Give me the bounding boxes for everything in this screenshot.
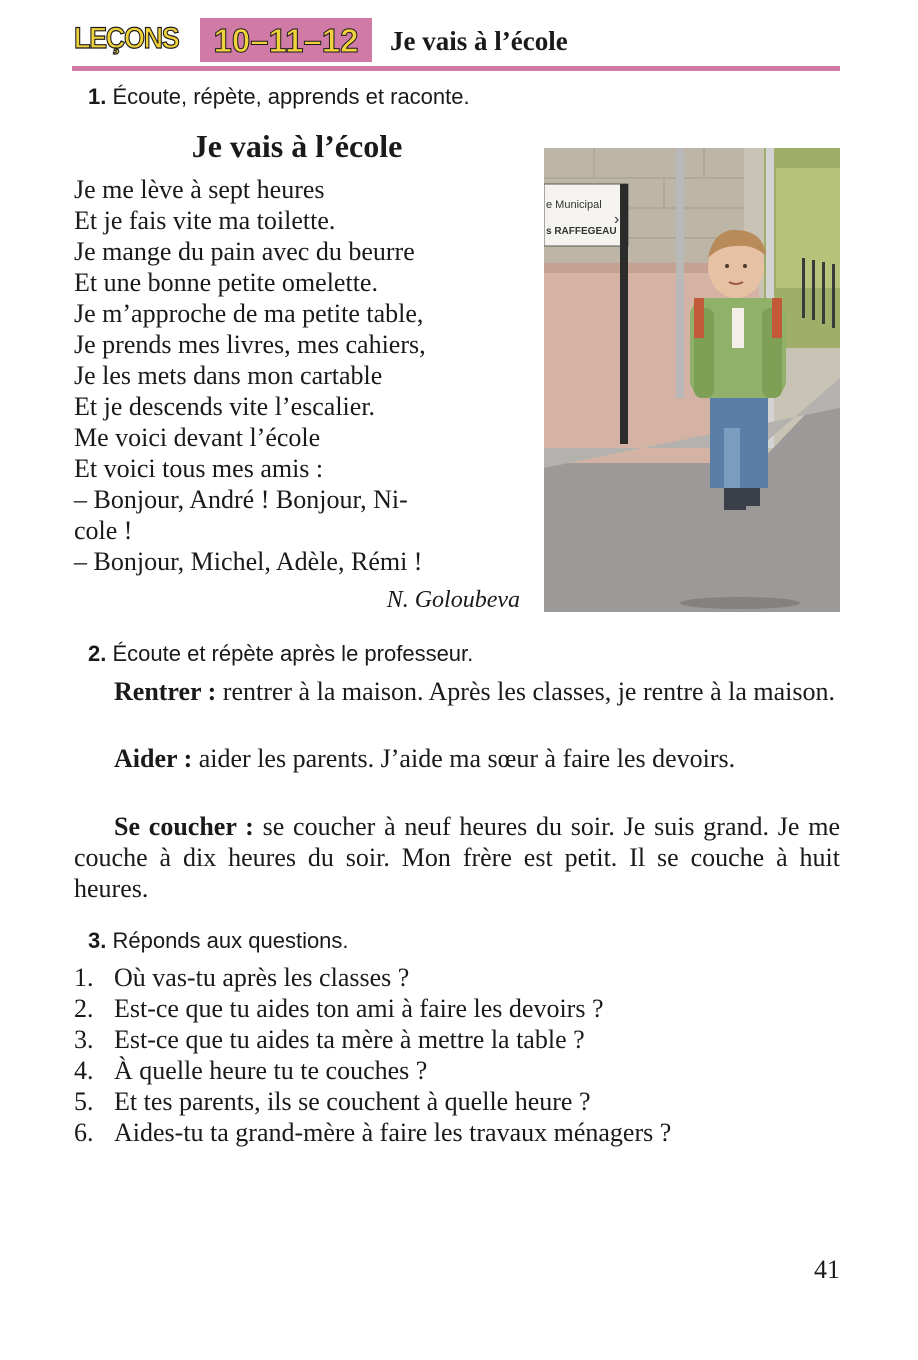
page-number: 41 — [814, 1255, 840, 1284]
question-number: 4. — [74, 1056, 94, 1085]
question-item — [74, 1117, 844, 1148]
poem-line: Et je descends vite l’escalier. — [74, 392, 376, 421]
question-text: Et tes parents, ils se couchent à quelle heure ? — [114, 1087, 591, 1116]
sign-text-line: e Municipal — [546, 199, 602, 211]
exercise-number: 2. — [88, 641, 107, 666]
poem-line: Je prends mes livres, mes cahiers, — [74, 330, 426, 359]
question-text: Où vas-tu après les classes ? — [114, 963, 410, 992]
child-walking-photo — [544, 148, 840, 612]
lesson-title: Je vais à l’école — [390, 26, 568, 56]
vocabulary-term: Aider : — [114, 744, 193, 773]
poem-line: Et voici tous mes amis : — [74, 454, 324, 483]
question-text: Est-ce que tu aides ta mère à mettre la table ? — [114, 1025, 585, 1054]
poem-line: cole ! — [74, 516, 133, 545]
exercise-2-instruction — [88, 641, 473, 667]
lessons-label: LEÇONS — [74, 22, 179, 55]
poem-line: Et une bonne petite omelette. — [74, 268, 378, 297]
vocabulary-example: se coucher à neuf heures du soir. Je suis grand. Je me couche à dix heures du soir. Mon frère est petit. Il se couche à huit heures. — [74, 812, 840, 903]
exercise-1-instruction — [88, 84, 470, 110]
question-number: 6. — [74, 1118, 94, 1147]
question-item — [74, 962, 844, 993]
question-item — [74, 1055, 844, 1086]
poem-text — [74, 174, 522, 577]
question-number: 2. — [74, 994, 94, 1023]
poem-line: Je mange du pain avec du beurre — [74, 237, 415, 266]
exercise-number: 3. — [88, 928, 107, 953]
vocabulary-term: Rentrer : — [114, 677, 217, 706]
poem-line: Je m’approche de ma petite table, — [74, 299, 424, 328]
vocabulary-term: Se coucher : — [114, 812, 254, 841]
instruction-text: Écoute, répète, apprends et raconte. — [112, 84, 470, 109]
question-text: Est-ce que tu aides ton ami à faire les devoirs ? — [114, 994, 604, 1023]
poem-author: N. Goloubeva — [386, 587, 520, 613]
instruction-text: Écoute et répète après le professeur. — [112, 641, 474, 666]
poem-line: Et je fais vite ma toilette. — [74, 206, 336, 235]
lesson-header — [72, 16, 840, 64]
question-text: Aides-tu ta grand-mère à faire les travaux ménagers ? — [114, 1118, 672, 1147]
poem-title: Je vais à l’école — [191, 128, 403, 164]
vocabulary-entry — [74, 811, 840, 904]
question-item — [74, 993, 844, 1024]
vocabulary-example: aider les parents. J’aide ma sœur à faire les devoirs. — [192, 744, 736, 773]
question-list — [74, 962, 844, 1148]
svg-text:›: › — [614, 211, 620, 228]
question-text: À quelle heure tu te couches ? — [114, 1056, 428, 1085]
vocabulary-entry — [74, 743, 840, 774]
sign-text-line: s RAFFEGEAU — [546, 226, 617, 237]
poem-line: Je me lève à sept heures — [74, 175, 325, 204]
header-divider — [72, 66, 840, 71]
question-number: 5. — [74, 1087, 94, 1116]
poem-line: Je les mets dans mon cartable — [74, 361, 383, 390]
question-item — [74, 1086, 844, 1117]
poem-line: – Bonjour, Michel, Adèle, Rémi ! — [74, 547, 423, 576]
question-number: 3. — [74, 1025, 94, 1054]
vocabulary-example: rentrer à la maison. Après les classes, je rentre à la maison. — [216, 677, 835, 706]
exercise-number: 1. — [88, 84, 107, 109]
question-number: 1. — [74, 963, 94, 992]
vocabulary-entry — [74, 676, 840, 707]
lesson-numbers-badge: 10–11–12 — [200, 18, 372, 62]
question-item — [74, 1024, 844, 1055]
poem-line: Me voici devant l’école — [74, 423, 321, 452]
instruction-text: Réponds aux questions. — [112, 928, 349, 953]
exercise-3-instruction — [88, 928, 349, 954]
poem-line: – Bonjour, André ! Bonjour, Ni- — [74, 485, 408, 514]
